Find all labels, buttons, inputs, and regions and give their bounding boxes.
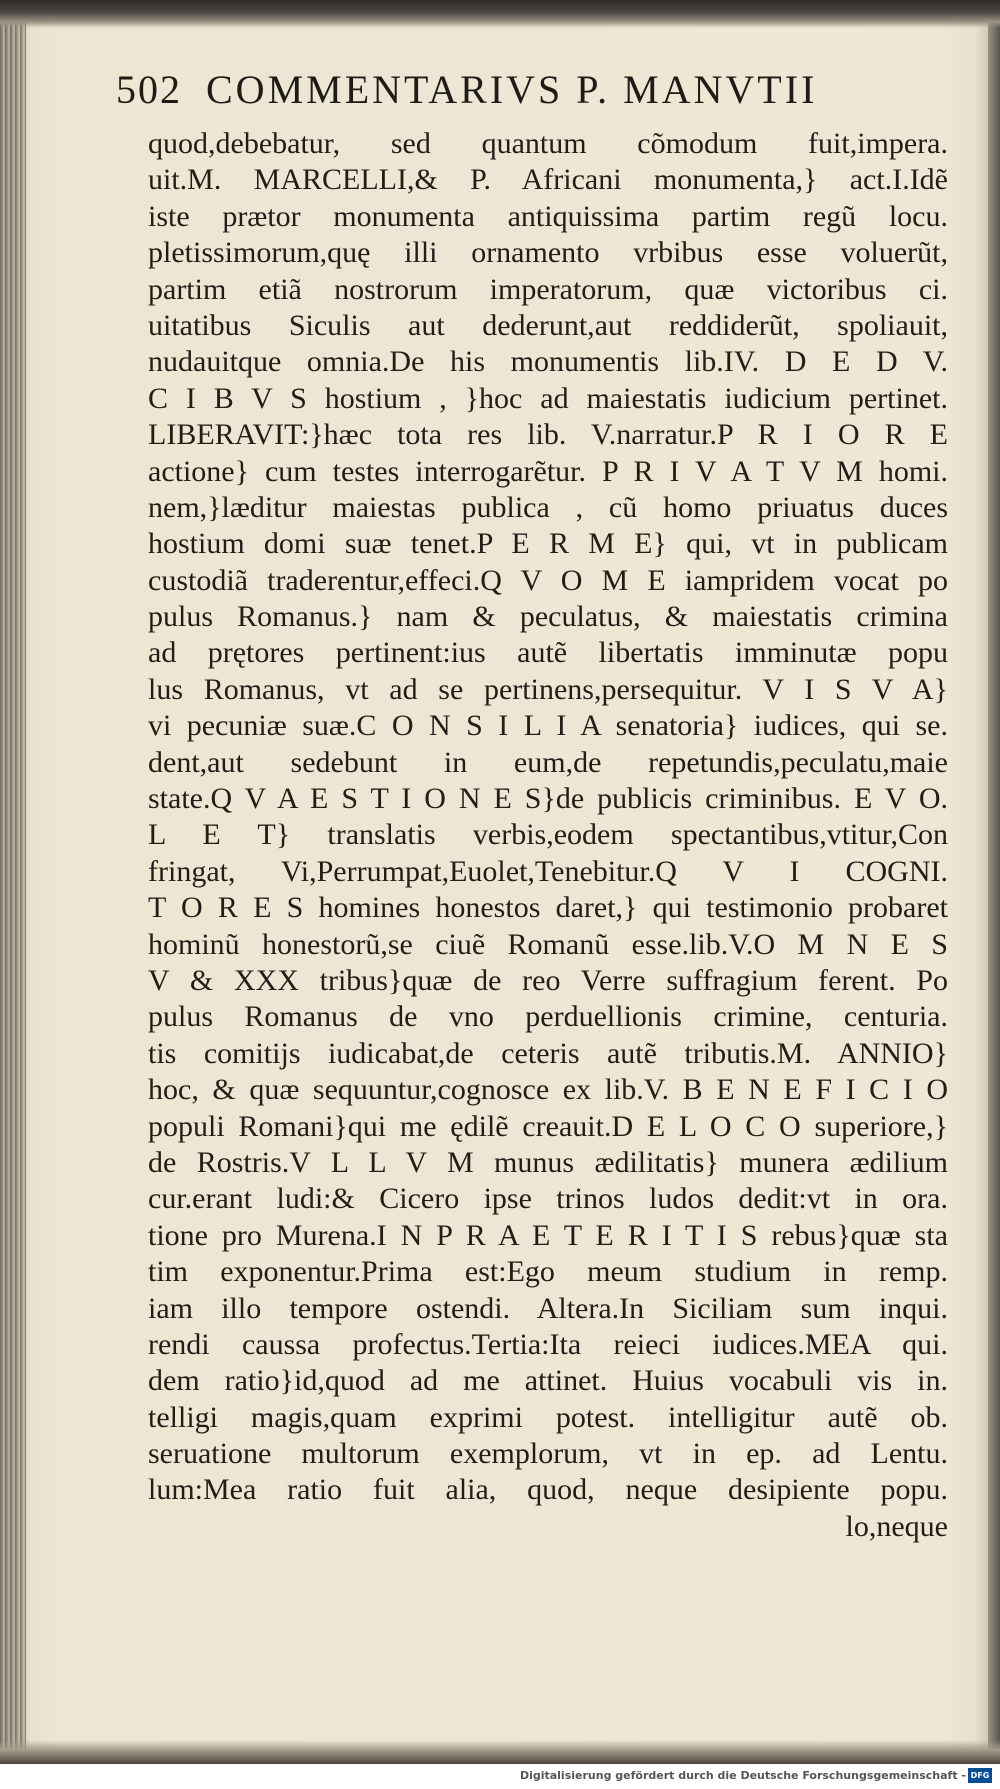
- text-line: nem,}læditur maiestas publica , cũ homo priuatus duces: [148, 490, 948, 524]
- commentary-text: [148, 126, 948, 1545]
- text-line: de Rostris.V L L V M munus ædilitatis} munera ædilium: [148, 1145, 948, 1179]
- text-line: actione} cum testes interrogarẽtur. P R I V A T V M homi.: [148, 454, 948, 488]
- scan-top-border: [0, 0, 1000, 28]
- text-line: populi Romani}qui me ędilẽ creauit.D E L O C O superiore,}: [148, 1109, 948, 1143]
- text-line: fringat, Vi,Perrumpat,Euolet,Tenebitur.Q V I COGNI.: [148, 854, 948, 888]
- running-header: [116, 66, 946, 122]
- dfg-logo: DFG: [968, 1768, 992, 1783]
- text-line: lum:Mea ratio fuit alia, quod, neque desipiente popu.: [148, 1473, 948, 1507]
- text-line: tione pro Murena.I N P R A E T E R I T I S rebus}quæ sta: [148, 1218, 948, 1252]
- text-line: pletissimorum,quę illi ornamento vrbibus esse voluerũt,: [148, 236, 948, 270]
- text-line: state.Q V A E S T I O N E S}de publicis criminibus. E V O.: [148, 782, 948, 816]
- text-line: partim etiã nostrorum imperatorum, quæ victoribus ci.: [148, 272, 948, 306]
- text-line: pulus Romanus de vno perduellionis crimine, centuria.: [148, 1000, 948, 1034]
- running-title: COMMENTARIVS P. MANVTII: [206, 67, 818, 112]
- text-line: nudauitque omnia.De his monumentis lib.IV. D E D V.: [148, 345, 948, 379]
- text-line: rendi caussa profectus.Tertia:Ita reieci iudices.MEA qui.: [148, 1327, 948, 1361]
- text-line: seruatione multorum exemplorum, vt in ep. ad Lentu.: [148, 1437, 948, 1471]
- text-line: ad prętores pertinent:ius autẽ libertatis imminutæ popu: [148, 636, 948, 670]
- text-line: quod,debebatur, sed quantum cõmodum fuit,impera.: [148, 127, 948, 160]
- text-line: dem ratio}id,quod ad me attinet. Huius vocabuli vis in.: [148, 1364, 948, 1398]
- text-line: lus Romanus, vt ad se pertinens,persequitur. V I S V A}: [148, 672, 948, 706]
- text-line: dent,aut sedebunt in eum,de repetundis,peculatu,maie: [148, 745, 948, 779]
- text-line: cur.erant ludi:& Cicero ipse trinos ludos dedit:vt in ora.: [148, 1182, 948, 1216]
- text-line: uit.M. MARCELLI,& P. Africani monumenta,} act.I.Idẽ: [148, 163, 948, 197]
- text-line: tis comitijs iudicabat,de ceteris autẽ tributis.M. ANNIO}: [148, 1036, 948, 1070]
- text-line: pulus Romanus.} nam & peculatus, & maiestatis crimina: [148, 600, 948, 634]
- text-line: lo,neque: [845, 1509, 948, 1543]
- text-line: tim exponentur.Prima est:Ego meum studium in remp.: [148, 1255, 948, 1289]
- page-number: 502: [116, 67, 182, 112]
- text-line: V & XXX tribus}quæ de reo Verre suffragium ferent. Po: [148, 963, 948, 997]
- text-line: C I B V S hostium , }hoc ad maiestatis iudicium pertinet.: [148, 381, 948, 415]
- book-edge-left: [0, 20, 26, 1750]
- text-line: T O R E S homines honestos daret,} qui testimonio probaret: [148, 891, 948, 925]
- text-line: L E T} translatis verbis,eodem spectantibus,vtitur,Con: [148, 818, 948, 852]
- funding-note: Digitalisierung gefördert durch die Deutsche Forschungsgemeinschaft -: [519, 1769, 966, 1782]
- text-line: hostium domi suæ tenet.P E R M E} qui, vt in publicam: [148, 527, 948, 561]
- text-line: hoc, & quæ sequuntur,cognosce ex lib.V. B E N E F I C I O: [148, 1073, 948, 1107]
- scan-bottom-border: [0, 1740, 1000, 1764]
- digitization-footer: [0, 1764, 1000, 1789]
- text-line: LIBERAVIT:}hæc tota res lib. V.narratur.P R I O R E: [148, 418, 948, 452]
- book-edge-right: [988, 20, 1000, 1750]
- text-line: telligi magis,quam exprimi potest. intelligitur autẽ ob.: [148, 1400, 948, 1434]
- text-line: hominũ honestorũ,se ciuẽ Romanũ esse.lib.V.O M N E S: [148, 927, 948, 961]
- text-line: uitatibus Siculis aut dederunt,aut reddiderũt, spoliauit,: [148, 308, 948, 342]
- text-line: iam illo tempore ostendi. Altera.In Siciliam sum inqui.: [148, 1291, 948, 1325]
- text-line: vi pecuniæ suæ.C O N S I L I A senatoria} iudices, qui se.: [148, 709, 948, 743]
- text-line: custodiã traderentur,effeci.Q V O M E iampridem vocat po: [148, 563, 948, 597]
- text-line: iste prætor monumenta antiquissima partim regũ locu.: [148, 199, 948, 233]
